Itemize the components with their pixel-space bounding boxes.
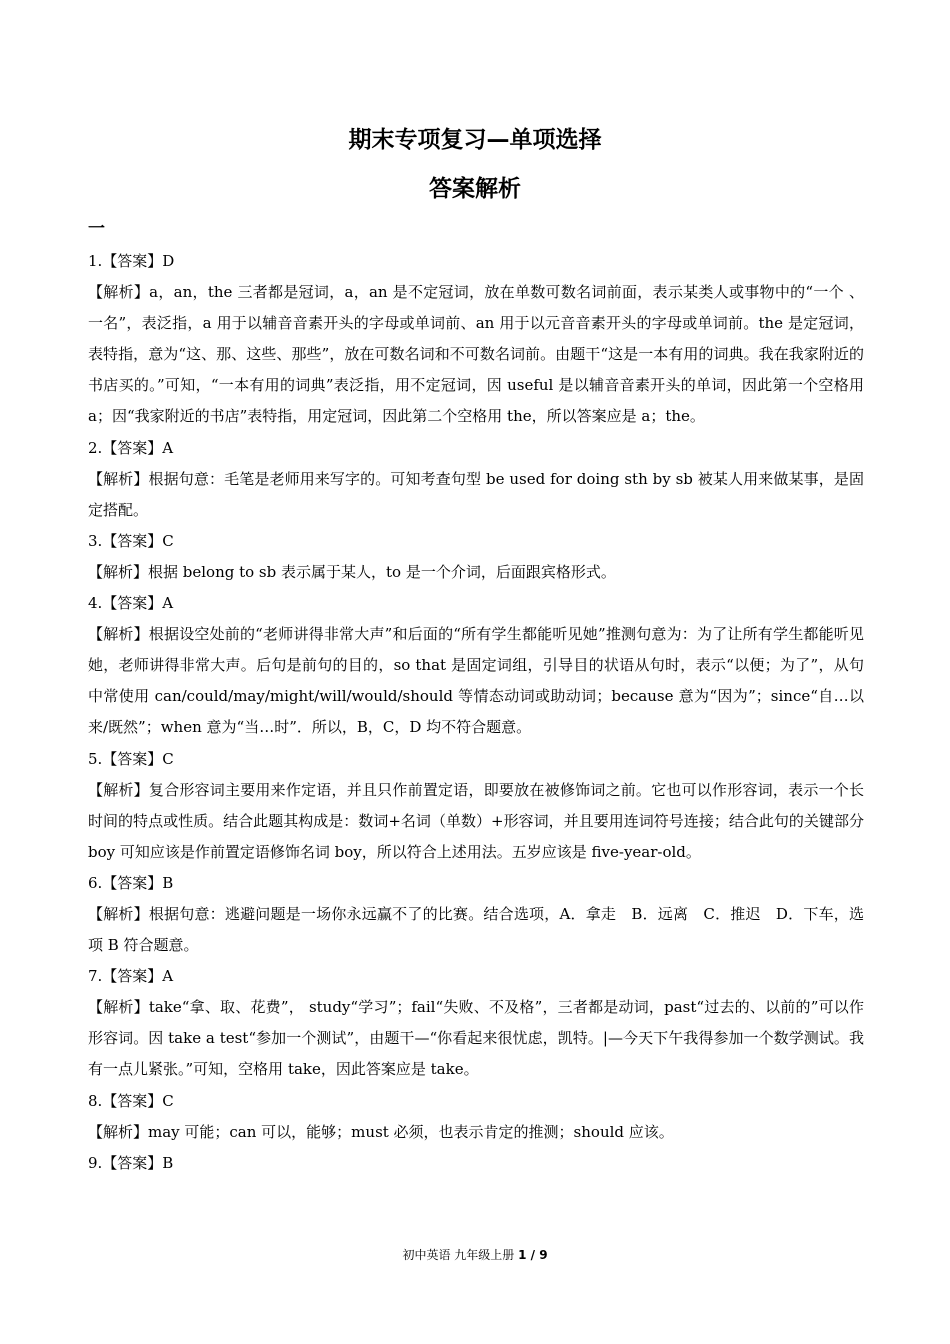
section-number: 一 — [88, 219, 105, 239]
analysis-2: 【解析】根据句意：毛笔是老师用来写字的。可知考查句型 be used for doing sth by sb 被某人用来做某事，是固定搭配。 — [88, 469, 864, 519]
answer-3: 3.【答案】C — [88, 531, 174, 550]
analysis-8: 【解析】may 可能；can 可以，能够；must 必须，也表示肯定的推测；should 应该。 — [88, 1122, 674, 1141]
page-subtitle: 答案解析 — [429, 176, 521, 202]
answer-5: 5.【答案】C — [88, 749, 174, 768]
footer-text: 初中英语 九年级上册 — [402, 1248, 515, 1262]
answer-2: 2.【答案】A — [88, 438, 174, 457]
page-number: 1 / 9 — [518, 1248, 548, 1262]
answer-list — [88, 246, 864, 1179]
answer-1: 1.【答案】D — [88, 252, 175, 270]
analysis-1: 【解析】a，an，the 三者都是冠词，a，an 是不定冠词，放在单数可数名词前面，表示某类人或事物中的“一个 、一名”，表泛指，a 用于以辅音音素开头的字母或单词前、an 用于以元音音素开头的字母或单词前。the 是定冠词，表特指，意为“这、那、这些、那些”，放在可数名词和不可数名词前。由题干“这是一本有用的词典。我在我家附近的书店买的。”可知，“一本有用的词典”表泛指，用不定冠词，因 useful 是以辅音音素开头的单词，因此第一个空格用 a；因“我家附近的书店”表特指，用定冠词，因此第二个空格用 the，所以答案应是 a；the。 — [88, 283, 864, 426]
answer-6: 6.【答案】B — [88, 873, 174, 892]
answer-9: 9.【答案】B — [88, 1153, 174, 1172]
answer-8: 8.【答案】C — [88, 1091, 174, 1110]
analysis-6: 【解析】根据句意：逃避问题是一场你永远赢不了的比赛。结合选项，A．拿走 B．远离 C．推迟 D．下车，选项 B 符合题意。 — [88, 904, 864, 955]
answer-7: 7.【答案】A — [88, 967, 174, 986]
analysis-4: 【解析】根据设空处前的“老师讲得非常大声”和后面的“所有学生都能听见她”推测句意为：为了让所有学生都能听见她，老师讲得非常大声。后句是前句的目的，so that 是固定词组，引导目的状语从句时，表示“以便；为了”，从句中常使用 can/could/may/might/will/would/should 等情态动词或助动词；because 意为“因为”；since“自…以来/既然”；when 意为“当…时”．所以，B，C，D 均不符合题意。 — [88, 625, 864, 737]
page-title: 期末专项复习—单项选择 — [348, 127, 602, 153]
page-footer — [0, 1246, 950, 1263]
analysis-3: 【解析】根据 belong to sb 表示属于某人，to 是一个介词，后面跟宾格形式。 — [88, 562, 616, 581]
answer-4: 4.【答案】A — [88, 594, 174, 613]
analysis-7: 【解析】take“拿、取、花费”， study“学习”；fail“失败、不及格”，三者都是动词，past“过去的、以前的”可以作形容词。因 take a test“参加一个测试”，由题干—“你看起来很忧虑，凯特。|—今天下午我得参加一个数学测试。我有一点儿紧张。”可知，空格用 take，因此答案应是 take。 — [88, 998, 864, 1079]
analysis-5: 【解析】复合形容词主要用来作定语，并且只作前置定语，即要放在被修饰词之前。它也可以作形容词，表示一个长时间的特点或性质。结合此题其构成是：数词+名词（单数）+形容词，并且要用连词符号连接；结合此句的关键部分 boy 可知应该是作前置定语修饰名词 boy，所以符合上述用法。五岁应该是 five-year-old。 — [88, 780, 864, 861]
